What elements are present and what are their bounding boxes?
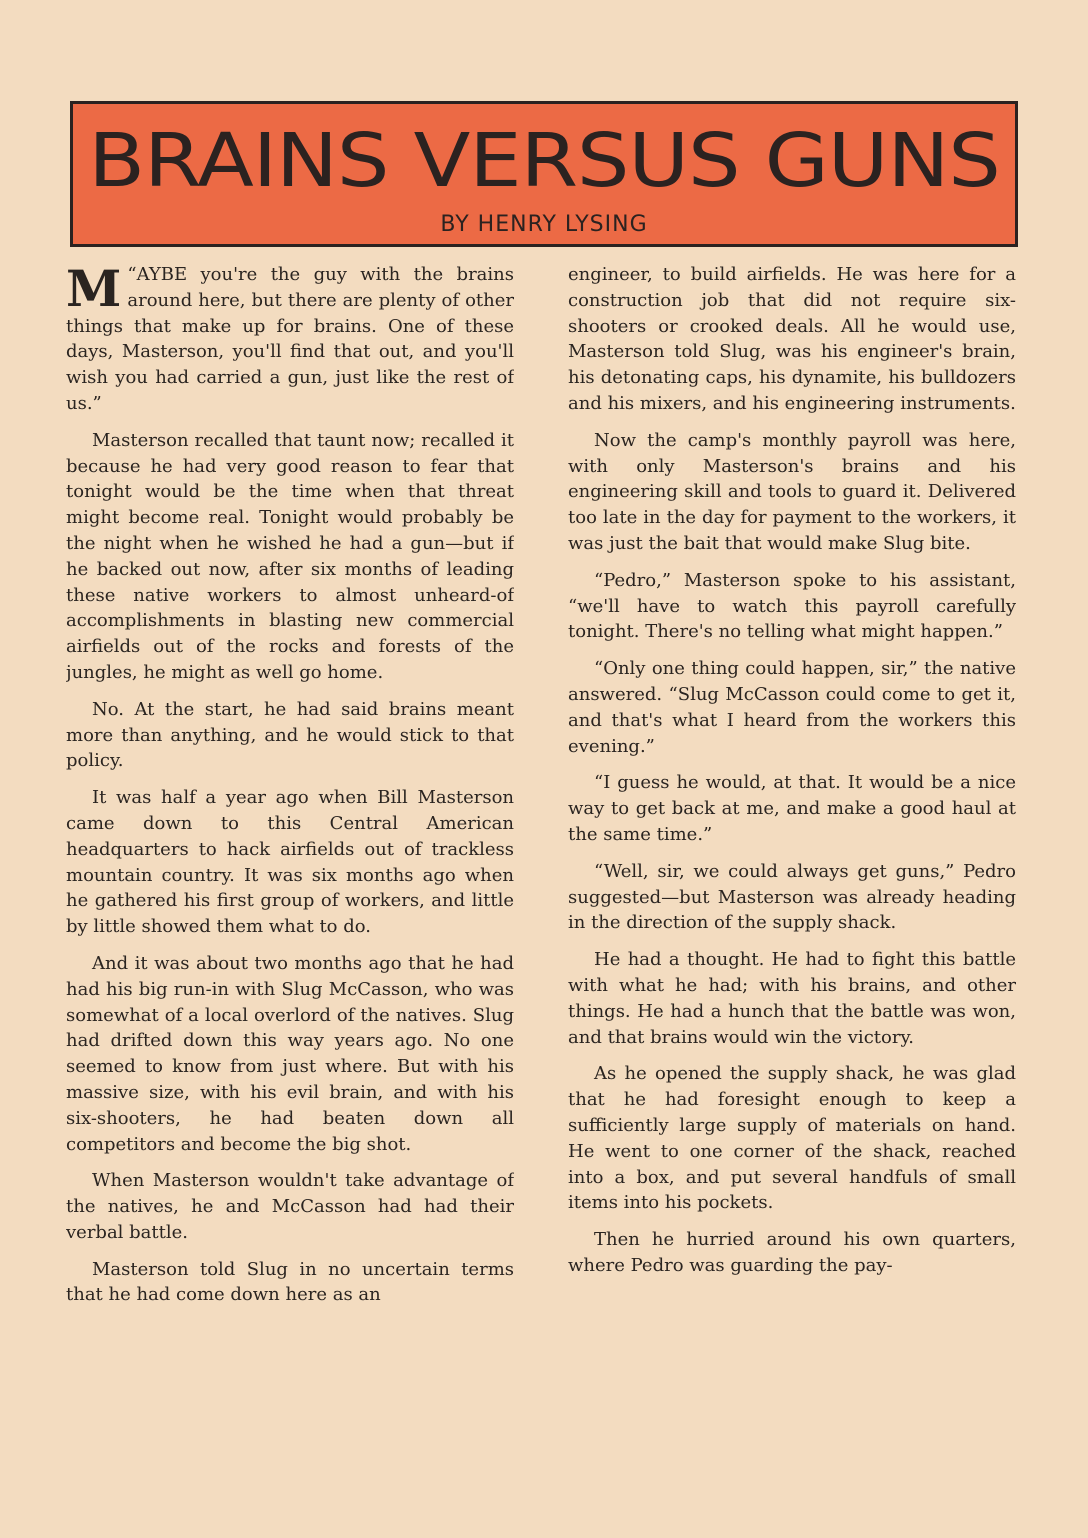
paragraph: engineer, to build airfields. He was here for a construction job that did not require six-shooters or crooked deals. All he would use, Masterson told Slug, was his engineer's brain, his detonating caps, his dynamite, his bulldozers and his mixers, and his engineering instruments. <box>568 264 1016 414</box>
right-column <box>568 262 1016 1452</box>
article-title: BRAINS VERSUS GUNS <box>88 118 1000 204</box>
paragraph: “Pedro,” Masterson spoke to his assistant, “we'll have to watch this payroll carefully tonight. There's no telling what might happen.” <box>568 569 1016 643</box>
paragraph: He had a thought. He had to fight this battle with what he had; with his brains, and other things. He had a hunch that the battle was won, and that brains would win the victory. <box>568 949 1016 1048</box>
paragraph: When Masterson wouldn't take advantage of the natives, he and McCasson had had their verbal battle. <box>66 1170 514 1243</box>
left-column <box>66 262 514 1452</box>
paragraph: Now the camp's monthly payroll was here, with only Masterson's brains and his engineering skill and tools to guard it. Delivered too late in the day for payment to the workers, it was just the bait that would make Slug bite. <box>568 429 1016 554</box>
paragraph: “I guess he would, at that. It would be a nice way to get back at me, and make a good haul at the same time.” <box>568 772 1016 845</box>
title-banner <box>70 101 1018 247</box>
drop-cap: M <box>66 262 122 318</box>
paragraph: As he opened the supply shack, he was glad that he had foresight enough to keep a sufficiently large supply of materials on hand. He went to one corner of the shack, reached into a box, and put several handfuls of small items into his pockets. <box>568 1063 1016 1214</box>
opening-paragraph <box>66 262 514 417</box>
paragraph: Then he hurried around his own quarters, where Pedro was guarding the pay- <box>568 1229 1016 1276</box>
paragraph: Masterson told Slug in no uncertain terms that he had come down here as an <box>66 1258 514 1306</box>
opening-paragraph-text: AYBE you're the guy with the brains around here, but there are plenty of other things that make up for brains. One of these days, Masterson, you'll find that out, and you'll wish you had carried a gun, just like the rest of us.” <box>66 264 514 414</box>
paragraph: It was half a year ago when Bill Masterson came down to this Central American headquarters to hack airfields out of trackless mountain country. It was six months ago when he gathered his first group of workers, and little by little showed them what to do. <box>66 787 514 938</box>
paragraph: Masterson recalled that taunt now; recalled it because he had very good reason to fear that tonight would be the time when that threat might become real. Tonight would probably be the night when he wished he had a gun—but if he backed out now, after six months of leading these native workers to almost unheard-of accomplishments in blasting new commercial airfields out of the rocks and forests of the jungles, he might as well go home. <box>66 429 514 683</box>
paragraph: No. At the start, he had said brains meant more than anything, and he would stick to that policy. <box>66 698 514 772</box>
opening-quote: “ <box>127 264 137 285</box>
paragraph: And it was about two months ago that he had had his big run-in with Slug McCasson, who was somewhat of a local overlord of the natives. Slug had drifted down this way years ago. No one seemed to know from just where. But with his massive size, with his evil brain, and with his six-shooters, he had beaten down all competitors and become the big shot. <box>66 952 514 1155</box>
byline: BY HENRY LYSING <box>440 212 648 237</box>
paragraph: “Well, sir, we could always get guns,” Pedro suggested—but Masterson was already heading in the direction of the supply shack. <box>568 860 1016 934</box>
paragraph: “Only one thing could happen, sir,” the native answered. “Slug McCasson could come to get it, and that's what I heard from the workers this evening.” <box>568 658 1016 757</box>
